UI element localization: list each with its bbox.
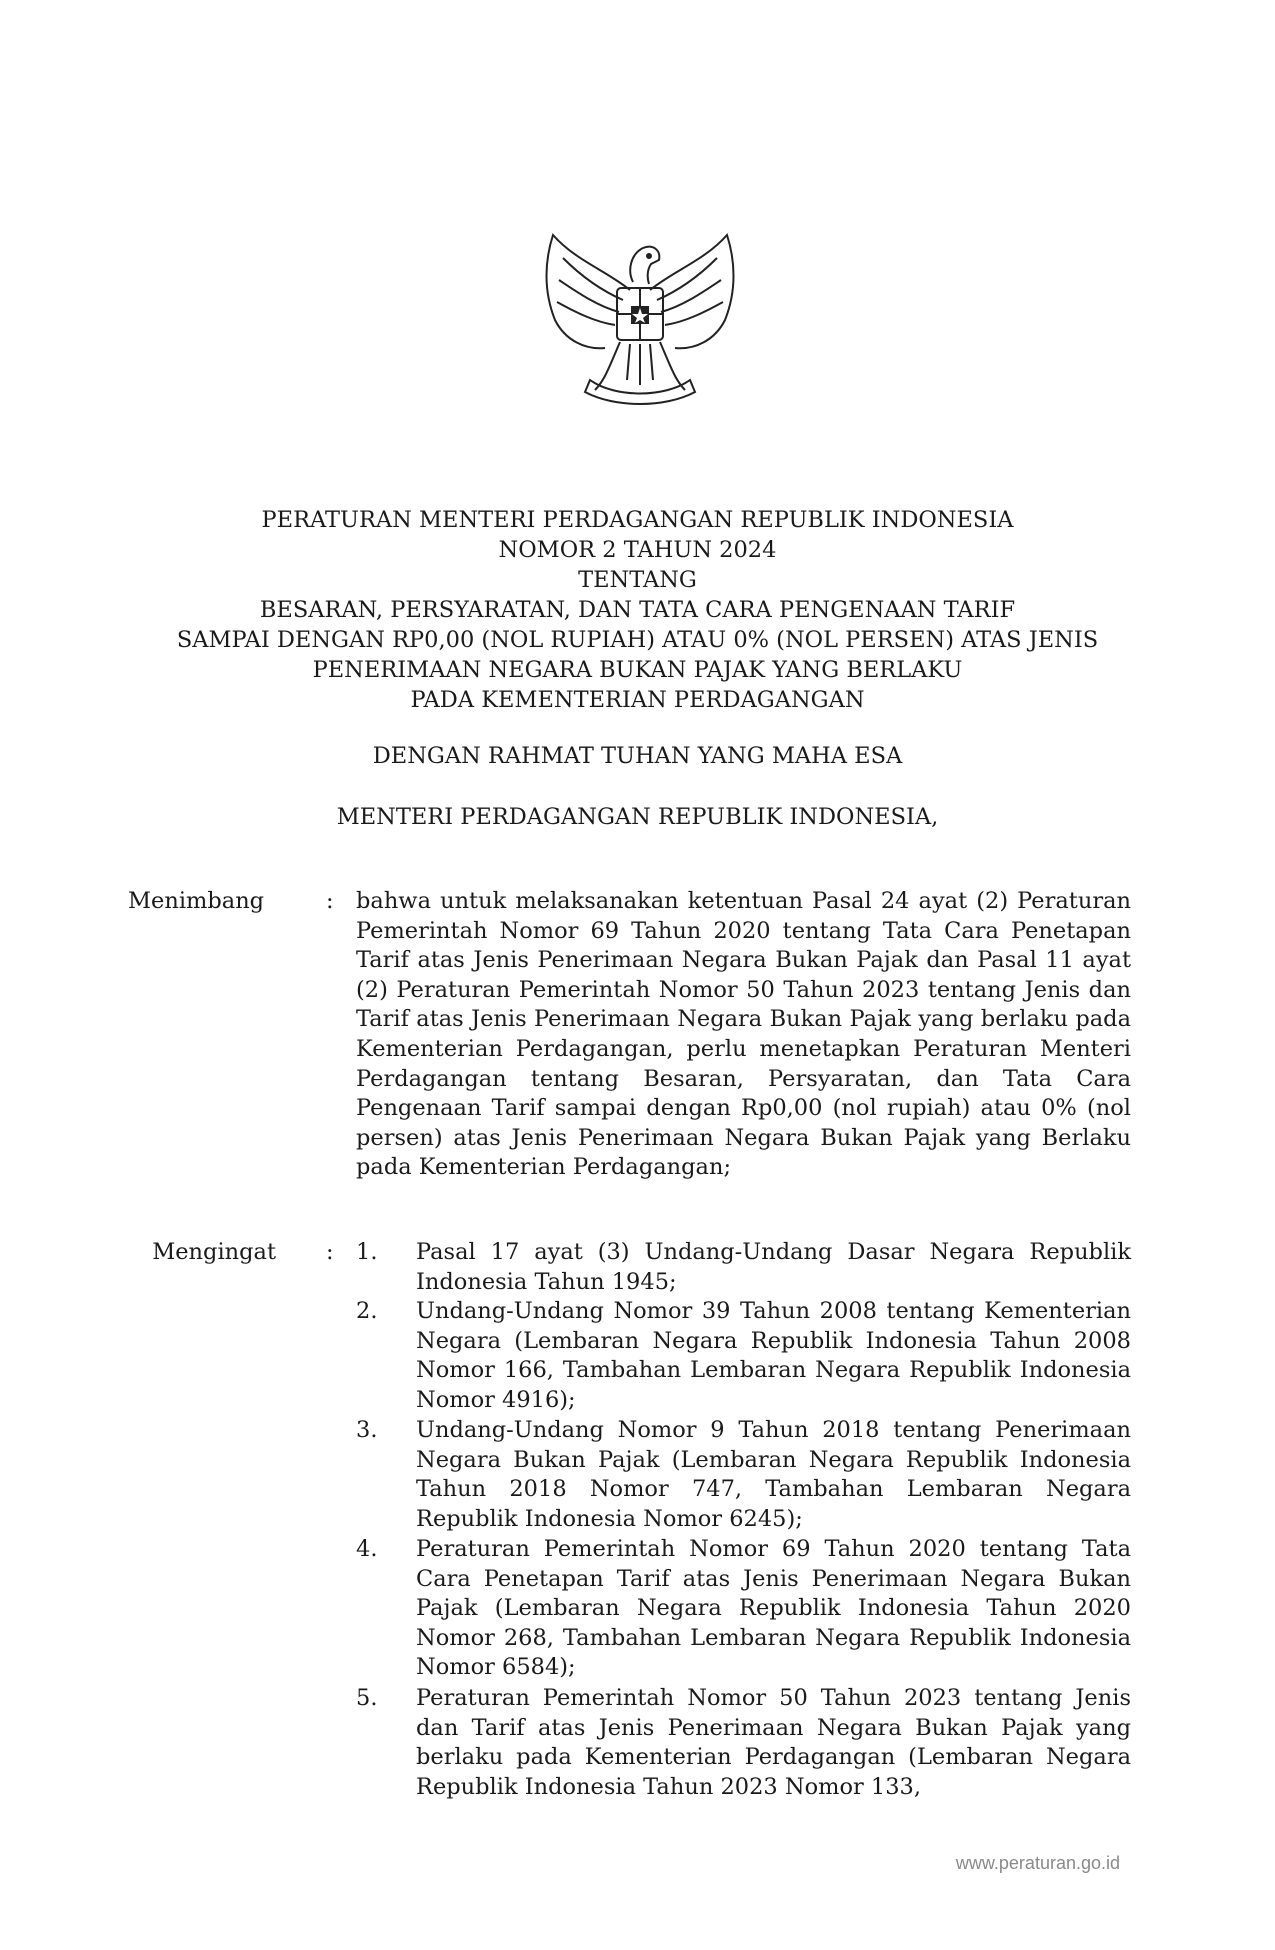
source-watermark: www.peraturan.go.id <box>955 1853 1120 1873</box>
list-item-number: 2. <box>356 1298 378 1324</box>
list-item-number: 1. <box>356 1239 378 1265</box>
menimbang-text: bahwa untuk melaksanakan ketentuan Pasal 24 ayat (2) Peraturan Pemerintah Nomor 69 Tahun 2020 tentang Tata Cara Penetapan Tarif atas Jenis Penerimaan Negara Bukan Pajak dan Pasal 11 ayat (2) Peraturan Pemerintah Nomor 50 Tahun 2023 tentang Jenis dan Tarif atas Jenis Penerimaan Negara Bukan Pajak yang berlaku pada Kementerian Perdagangan, perlu menetapkan Peraturan Menteri Perdagangan tentang Besaran, Persyaratan, dan Tata Cara Pengenaan Tarif sampai dengan Rp0,00 (nol rupiah) atau 0% (nol persen) atas Jenis Penerimaan Negara Bukan Pajak yang Berlaku pada Kementerian Perdagangan; <box>356 888 1131 1181</box>
list-item-number: 4. <box>356 1536 378 1562</box>
regulation-title <box>120 505 1155 715</box>
list-item-text: Undang-Undang Nomor 9 Tahun 2018 tentang Penerimaan Negara Bukan Pajak (Lembaran Negara Republik Indonesia Tahun 2018 Nomor 747, Tambahan Lembaran Negara Republik Indonesia Nomor 6245); <box>416 1417 1131 1532</box>
list-item-text: Peraturan Pemerintah Nomor 69 Tahun 2020 tentang Tata Cara Penetapan Tarif atas Jenis Penerimaan Negara Bukan Pajak (Lembaran Negara Republik Indonesia Tahun 2020 Nomor 268, Tambahan Lembaran Negara Republik Indonesia Nomor 6584); <box>416 1536 1131 1681</box>
mengingat-label: Mengingat <box>152 1239 276 1265</box>
title-line: NOMOR 2 TAHUN 2024 <box>498 537 777 563</box>
title-line: SAMPAI DENGAN RP0,00 (NOL RUPIAH) ATAU 0% (NOL PERSEN) ATAS JENIS <box>176 627 1099 653</box>
title-line: PADA KEMENTERIAN PERDAGANGAN <box>410 687 865 713</box>
title-line: PENERIMAAN NEGARA BUKAN PAJAK YANG BERLAKU <box>312 657 963 683</box>
opening-phrase: DENGAN RAHMAT TUHAN YANG MAHA ESA <box>372 743 903 769</box>
list-item-number: 3. <box>356 1417 378 1443</box>
menimbang-label: Menimbang <box>128 888 265 914</box>
title-line: TENTANG <box>578 567 697 593</box>
title-line: PERATURAN MENTERI PERDAGANGAN REPUBLIK INDONESIA <box>261 507 1014 533</box>
authority-line: MENTERI PERDAGANGAN REPUBLIK INDONESIA, <box>336 804 939 830</box>
menimbang-colon: : <box>326 888 334 914</box>
title-line: BESARAN, PERSYARATAN, DAN TATA CARA PENGENAAN TARIF <box>259 597 1016 623</box>
garuda-emblem-icon <box>535 230 745 410</box>
mengingat-colon: : <box>326 1239 334 1265</box>
list-item-text: Peraturan Pemerintah Nomor 50 Tahun 2023 tentang Jenis dan Tarif atas Jenis Penerimaan Negara Bukan Pajak yang berlaku pada Kementerian Perdagangan (Lembaran Negara Republik Indonesia Tahun 2023 Nomor 133, <box>416 1685 1131 1800</box>
list-item-number: 5. <box>356 1685 378 1711</box>
list-item-text: Pasal 17 ayat (3) Undang-Undang Dasar Negara Republik Indonesia Tahun 1945; <box>416 1239 1131 1295</box>
list-item-text: Undang-Undang Nomor 39 Tahun 2008 tentang Kementerian Negara (Lembaran Negara Republik Indonesia Tahun 2008 Nomor 166, Tambahan Lembaran Negara Republik Indonesia Nomor 4916); <box>416 1298 1131 1413</box>
